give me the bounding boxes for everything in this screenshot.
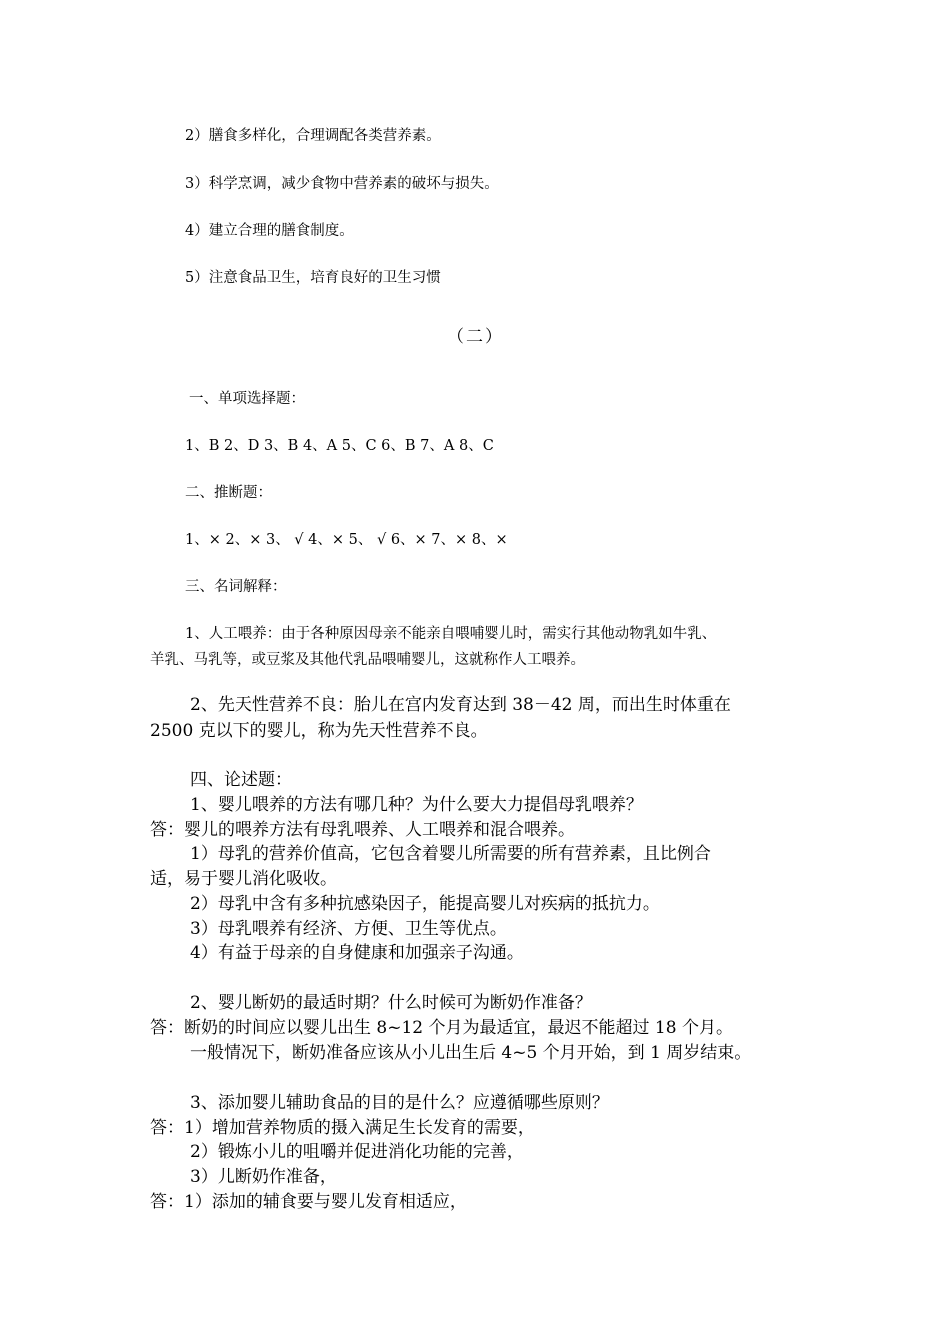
essay-answer-1-point-1-line-2: 适，易于婴儿消化吸收。 — [150, 869, 337, 889]
essay-answer-3-line-2: 2）锻炼小儿的咀嚼并促进消化功能的完善， — [190, 1142, 524, 1162]
section-title: （二） — [447, 327, 504, 347]
essay-answer-2-line-1: 答：断奶的时间应以婴儿出生 8~12 个月为最适宜，最迟不能超过 18 个月。 — [150, 1018, 733, 1038]
essay-question-2: 2、婴儿断奶的最适时期？什么时候可为断奶作准备？ — [190, 993, 592, 1013]
essay-answer-1-point-1-line-1: 1）母乳的营养价值高，它包含着婴儿所需要的所有营养素，且比例合 — [190, 844, 711, 864]
term-1-line-2: 羊乳、马乳等，或豆浆及其他代乳品喂哺婴儿，这就称作人工喂养。 — [150, 652, 585, 668]
essay-answer-1-point-2: 2）母乳中含有多种抗感染因子，能提高婴儿对疾病的抵抗力。 — [190, 894, 660, 914]
term-2-line-2: 2500 克以下的婴儿，称为先天性营养不良。 — [150, 721, 488, 741]
essay-answer-1-point-3: 3）母乳喂养有经济、方便、卫生等优点。 — [190, 919, 507, 939]
essay-answer-3-line-1: 答：1）增加营养物质的摄入满足生长发育的需要， — [150, 1118, 535, 1138]
diet-principle-4: 4）建立合理的膳食制度。 — [185, 223, 354, 239]
essay-answer-1-point-4: 4）有益于母亲的自身健康和加强亲子沟通。 — [190, 943, 524, 963]
single-choice-heading: 一、单项选择题： — [189, 391, 305, 407]
single-choice-answers: 1、B 2、D 3、B 4、A 5、C 6、B 7、A 8、C — [185, 438, 494, 454]
term-2-line-1: 2、先天性营养不良：胎儿在宫内发育达到 38－42 周，而出生时体重在 — [190, 695, 731, 715]
essay-question-3: 3、添加婴儿辅助食品的目的是什么？应遵循哪些原则？ — [190, 1093, 609, 1113]
diet-principle-3: 3）科学烹调，减少食物中营养素的破坏与损失。 — [185, 176, 499, 192]
term-1-line-1: 1、人工喂养：由于各种原因母亲不能亲自喂哺婴儿时，需实行其他动物乳如牛乳、 — [185, 626, 717, 642]
essay-answer-3-line-3: 3）儿断奶作准备， — [190, 1167, 337, 1187]
term-explanation-heading: 三、名词解释： — [185, 579, 287, 595]
essay-question-1: 1、婴儿喂养的方法有哪几种？为什么要大力提倡母乳喂养？ — [190, 795, 643, 815]
essay-answer-3-line-4: 答：1）添加的辅食要与婴儿发育相适应， — [150, 1192, 467, 1212]
essay-heading: 四、论述题： — [190, 770, 292, 790]
judgement-heading: 二、推断题： — [185, 485, 272, 501]
essay-answer-2-line-2: 一般情况下，断奶准备应该从小儿出生后 4~5 个月开始，到 1 周岁结束。 — [190, 1043, 752, 1063]
essay-answer-1: 答：婴儿的喂养方法有母乳喂养、人工喂养和混合喂养。 — [150, 820, 575, 840]
diet-principle-2: 2）膳食多样化，合理调配各类营养素。 — [185, 128, 441, 144]
diet-principle-5: 5）注意食品卫生，培育良好的卫生习惯 — [185, 270, 441, 286]
judgement-answers: 1、× 2、× 3、 √ 4、× 5、 √ 6、× 7、× 8、× — [185, 532, 508, 548]
